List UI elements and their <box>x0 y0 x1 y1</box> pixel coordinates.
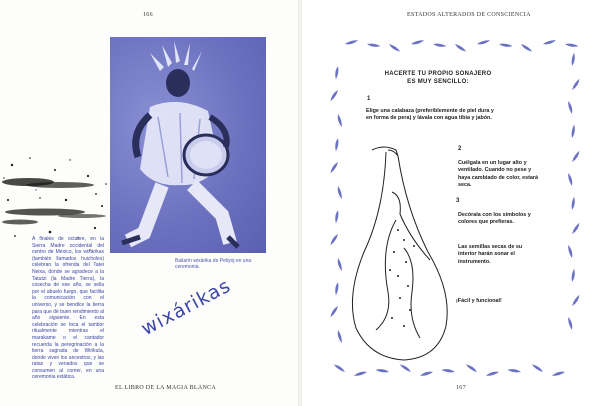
running-head: ESTADOS ALTERADOS DE CONSCIENCIA <box>407 12 531 18</box>
instructions-title <box>376 70 500 86</box>
page-number-left: 166 <box>143 12 153 18</box>
page-number-right: 167 <box>456 385 466 391</box>
closing-text: ¡Fácil y funcional! <box>456 298 502 304</box>
running-foot: EL LIBRO DE LA MAGIA BLANCA <box>115 385 217 391</box>
seeds-note: Las semillas secas de su interior harán sonar el instrumento. <box>458 244 523 265</box>
title-line-2: ES MUY SENCILLO: <box>407 79 469 85</box>
step-3-text: Decórala con los símbolos y colores que prefieras. <box>458 212 531 226</box>
photo-caption: Bailarín wixárika de Peliyoj en una ceremonia. <box>175 258 252 270</box>
step-1-text: Elige una calabaza (preferiblemente de piel dura y en forma de pera) y lávala con agua tibia y jabón. <box>366 108 494 122</box>
title-line-1: HACERTE TU PROPIO SONAJERO <box>384 71 492 77</box>
step-2-number: 2 <box>458 146 462 152</box>
body-text: A finales de octubre, en la Sierra Madre occidental del centro de México, los wixárikas (también llamados huicholes) celebran la ofrenda del Tatei Neixa, donde se agradece a la Tatutzi (la Madre Tierra), la cosecha de ese año, se sella por el abuelo fuego, que facilita la comunicación con el universo, y se bendice la tierra para que dé buen rendimiento al año siguiente. En esta celebración se toca el tambor ritualmente mientras el marakame o el cantador recuerda la peregrinación a la tierra sagrada de Wirikuta, donde viven los ancestros, y las ratas y venados que se consumen al comer, en una ceremonia extática. <box>32 236 104 381</box>
step-2-text: Cuélgala en un lugar alto y ventilado. Cuando no pese y haya cambiado de color, estará seca. <box>458 160 538 189</box>
step-3-number: 3 <box>456 198 460 204</box>
section-title: wixárikas <box>137 274 235 340</box>
step-1-number: 1 <box>367 96 371 102</box>
